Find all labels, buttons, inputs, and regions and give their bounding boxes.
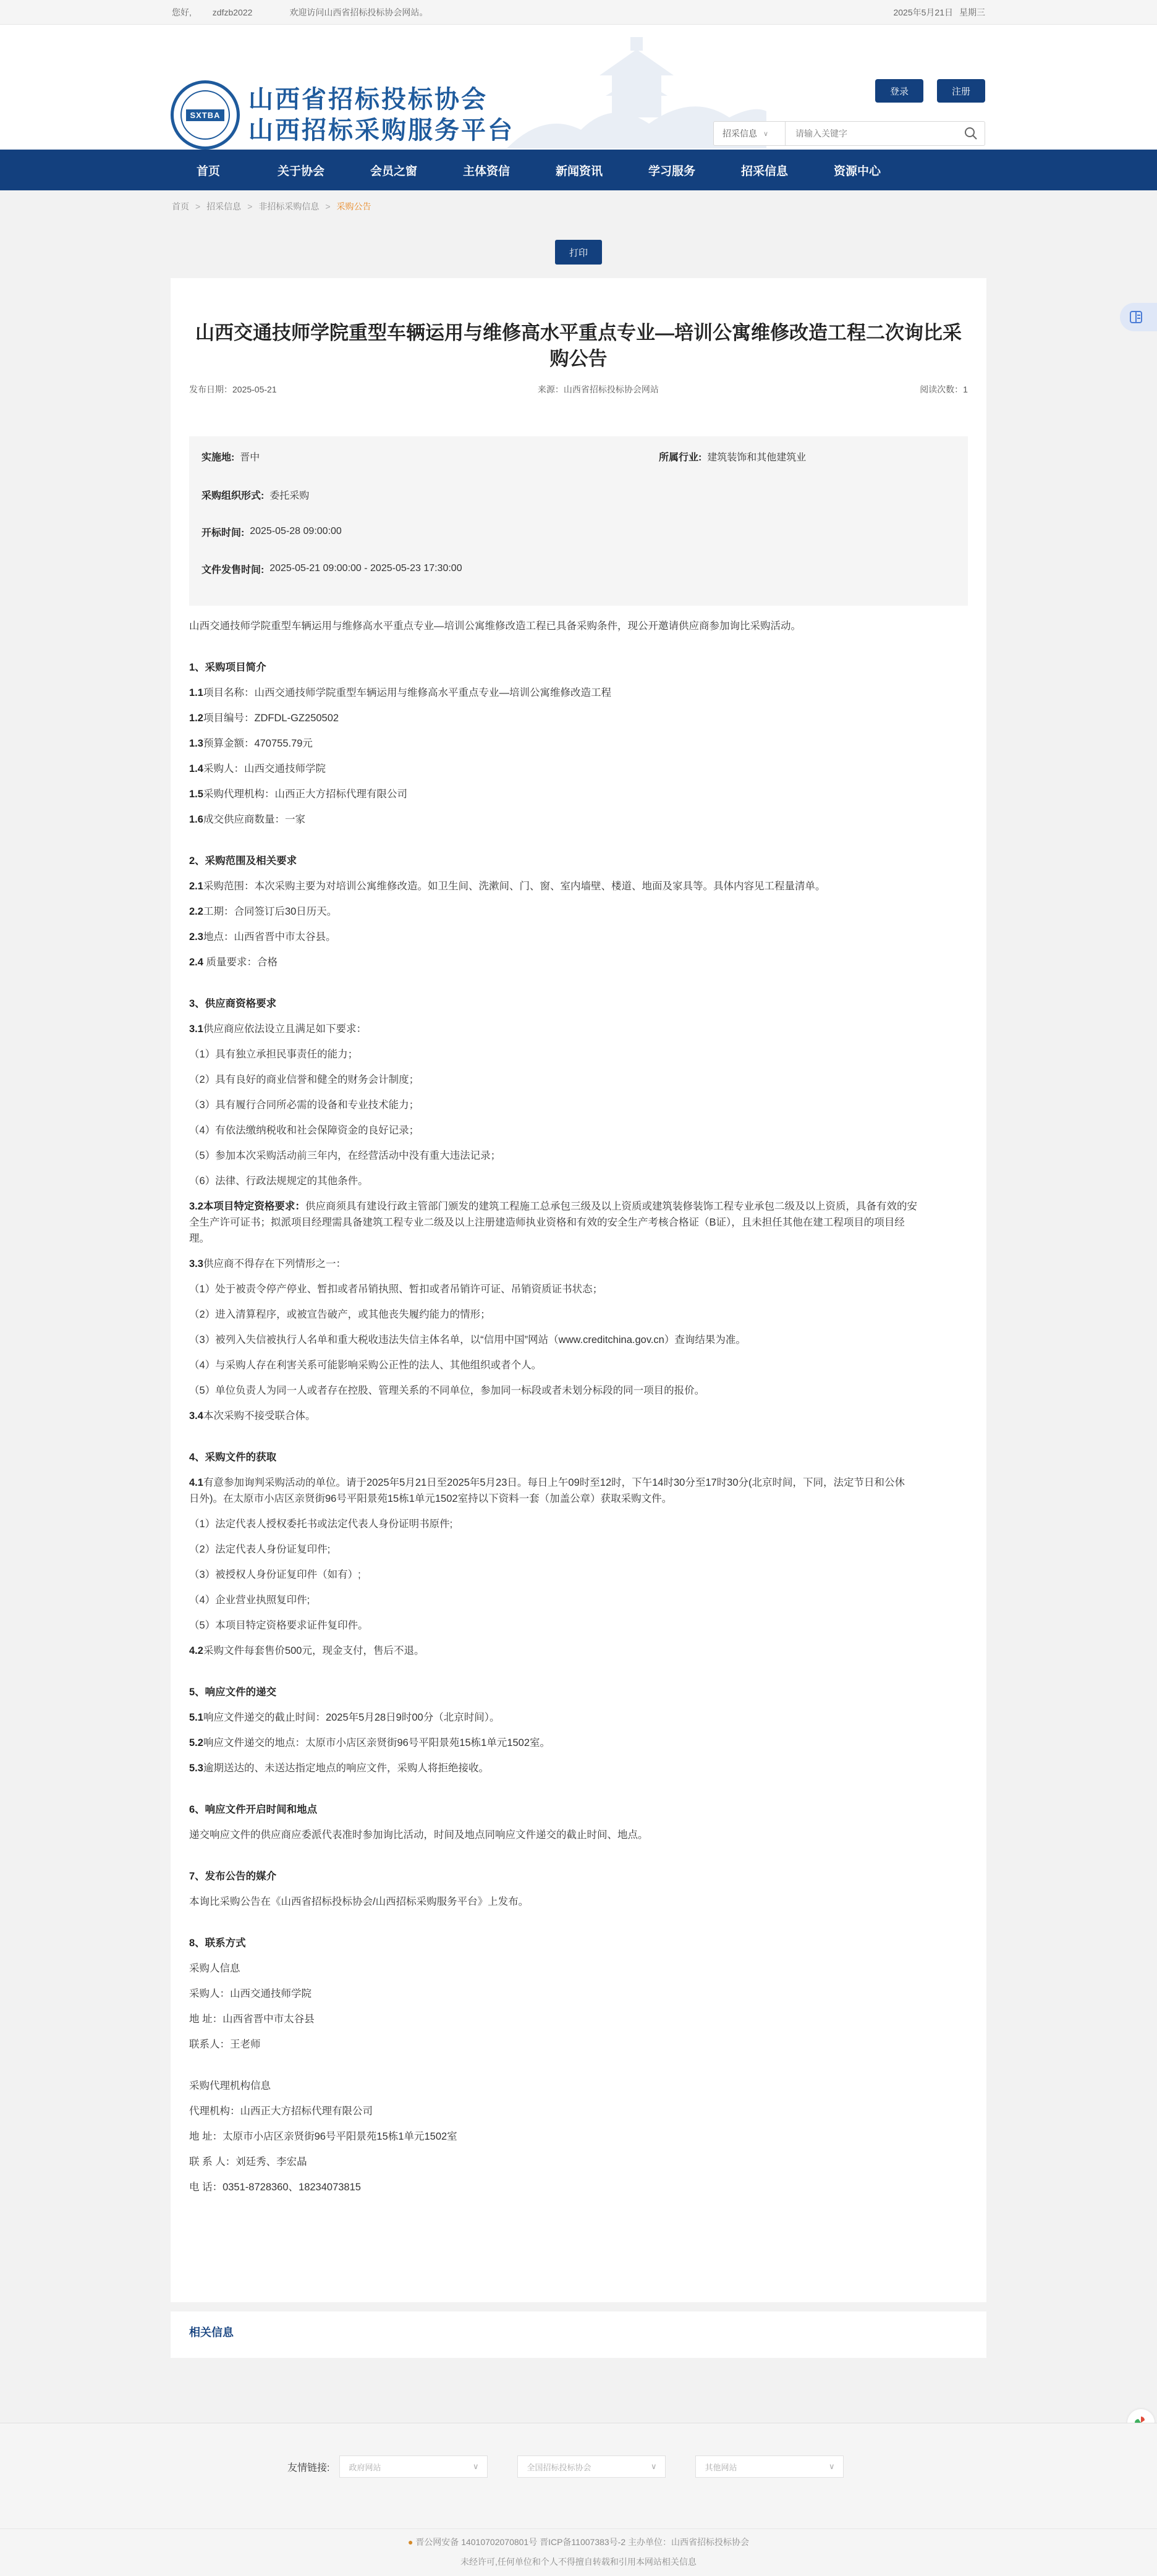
list-item: （2）法定代表人身份证复印件; bbox=[189, 1544, 331, 1555]
contact-line: 采购人：山西交通技师学院 bbox=[189, 1988, 312, 1999]
breadcrumb-non-tender[interactable]: 非招标采购信息 bbox=[258, 201, 320, 211]
footer-divider bbox=[0, 2528, 1157, 2529]
nav-credit[interactable]: 主体资信 bbox=[462, 164, 510, 178]
list-item: （6）法律、行政法规规定的其他条件。 bbox=[189, 1176, 368, 1187]
breadcrumb-procurement[interactable]: 招采信息 bbox=[206, 201, 242, 211]
paragraph: 3.4本次采购不接受联合体。 bbox=[189, 1410, 316, 1421]
weekday-text: 星期三 bbox=[959, 7, 985, 17]
article-title: 山西交通技师学院重型车辆运用与维修高水平重点专业—培训公寓维修改造工程二次询比采 购公告 bbox=[195, 322, 962, 370]
chevron-down-icon: ∨ bbox=[828, 2462, 835, 2471]
nav-news[interactable]: 新闻资讯 bbox=[555, 164, 603, 178]
float-toolbar-button[interactable] bbox=[1120, 303, 1157, 331]
paragraph: 5.2响应文件递交的地点：太原市小店区亲贤街96号平阳景苑15栋1单元1502室。 bbox=[189, 1737, 551, 1748]
contact-line: 联 系 人：刘廷秀、李宏晶 bbox=[189, 2156, 307, 2167]
contact-line: 采购代理机构信息 bbox=[189, 2080, 271, 2091]
intro-paragraph: 山西交通技师学院重型车辆运用与维修高水平重点专业—培训公寓维修改造工程已具备采购条件，现公开邀请供应商参加询比采购活动。 bbox=[189, 621, 801, 632]
register-button[interactable]: 注册 bbox=[937, 79, 985, 103]
contact-line: 联系人：王老师 bbox=[189, 2039, 261, 2050]
links-select-gov[interactable]: 政府网站 ∨ bbox=[339, 2455, 488, 2478]
paragraph: 2.3地点：山西省晋中市太谷县。 bbox=[189, 931, 336, 943]
paragraph: 2.4 质量要求：合格 bbox=[189, 957, 278, 968]
contact-line: 代理机构：山西正大方招标代理有限公司 bbox=[189, 2106, 373, 2117]
site-footer bbox=[0, 2423, 1157, 2576]
section-heading: 4、采购文件的获取 bbox=[189, 1452, 277, 1463]
list-item: （1）具有独立承担民事责任的能力； bbox=[189, 1049, 358, 1060]
top-bar-date bbox=[887, 6, 985, 19]
top-bar-left bbox=[172, 6, 446, 19]
contact-line: 电 话：0351-8728360、18234073815 bbox=[189, 2182, 361, 2193]
section-heading: 1、采购项目简介 bbox=[189, 662, 266, 673]
list-item: （1）法定代表人授权委托书或法定代表人身份证明书原件; bbox=[189, 1519, 453, 1530]
document-icon bbox=[1129, 310, 1143, 324]
top-bar bbox=[0, 0, 1157, 25]
search-scope-select[interactable] bbox=[714, 122, 786, 145]
list-item: （5）参加本次采购活动前三年内，在经营活动中没有重大违法记录； bbox=[189, 1150, 501, 1161]
section-heading: 5、响应文件的递交 bbox=[189, 1687, 277, 1698]
related-info bbox=[171, 2311, 986, 2358]
paragraph: 5.3逾期送达的、未送达指定地点的响应文件，采购人将拒绝接收。 bbox=[189, 1763, 489, 1774]
friendly-links bbox=[287, 2455, 873, 2478]
logo-name-1: 山西省招标投标协会 bbox=[248, 86, 488, 113]
paragraph: 1.3预算金额：470755.79元 bbox=[189, 738, 313, 749]
paragraph: 2.2工期：合同签订后30日历天。 bbox=[189, 906, 337, 917]
emblem-text: SXTBA bbox=[186, 109, 224, 121]
paragraph: 1.4采购人：山西交通技师学院 bbox=[189, 763, 326, 774]
paragraph: 1.2项目编号：ZDFDL-GZ250502 bbox=[189, 713, 339, 724]
friendly-links-label: 友情链接: bbox=[287, 2462, 330, 2473]
list-item: （4）与采购人存在利害关系可能影响采购公正性的法人、其他组织或者个人。 bbox=[189, 1360, 542, 1371]
contact-line: 采购人信息 bbox=[189, 1963, 240, 1974]
nav-learning[interactable]: 学习服务 bbox=[648, 164, 695, 178]
paragraph: 4.2采购文件每套售价500元，现金支付，售后不退。 bbox=[189, 1645, 425, 1656]
info-row-location: 实施地: 晋中 所属行业: 建筑装饰和其他建筑业 bbox=[201, 452, 807, 463]
info-row-file-time: 文件发售时间: 2025-05-21 09:00:00 - 2025-05-23 17:30:00 bbox=[201, 563, 462, 575]
association-emblem-icon bbox=[171, 80, 240, 150]
breadcrumb: 首页 > 招采信息 > 非招标采购信息 > 采购公告 bbox=[172, 201, 371, 211]
welcome-text: 欢迎访问山西省招标投标协会网站。 bbox=[289, 7, 428, 17]
paragraph: 3.1供应商应依法设立且满足如下要求： bbox=[189, 1023, 367, 1035]
greeting: 您好, zdfzb2022 bbox=[172, 7, 253, 17]
related-info-title[interactable]: 相关信息 bbox=[189, 2326, 234, 2339]
chevron-down-icon: ∨ bbox=[650, 2462, 657, 2471]
paragraph: 3.3供应商不得存在下列情形之一： bbox=[189, 1258, 346, 1269]
publish-date: 发布日期：2025-05-21 bbox=[189, 384, 277, 394]
police-badge-icon: ● bbox=[407, 2537, 413, 2547]
footer-icp: ● 晋公网安备 14010702070801号 晋ICP备11007383号-2 主办单位：山西省招标投标协会 bbox=[407, 2537, 750, 2547]
list-item: （5）单位负责人为同一人或者存在控股、管理关系的不同单位，参加同一标段或者未划分标段的同一项目的报价。 bbox=[189, 1385, 705, 1396]
search-icon[interactable] bbox=[957, 122, 985, 145]
list-item: （1）处于被责令停产停业、暂扣或者吊销执照、暂扣或者吊销许可证、吊销资质证书状态； bbox=[189, 1284, 603, 1295]
contact-line: 地 址：太原市小店区亲贤街96号平阳景苑15栋1单元1502室 bbox=[189, 2131, 457, 2142]
breadcrumb-current: 采购公告 bbox=[336, 201, 371, 211]
nav-members[interactable]: 会员之窗 bbox=[370, 164, 417, 178]
project-info-box bbox=[189, 436, 968, 606]
paragraph: 2.1采购范围：本次采购主要为对培训公寓维修改造。如卫生间、洗漱间、门、窗、室内墙壁、楼道、地面及家具等。具体内容见工程量清单。 bbox=[189, 881, 826, 892]
list-item: （2）具有良好的商业信誉和健全的财务会计制度； bbox=[189, 1074, 420, 1085]
login-button[interactable]: 登录 bbox=[875, 79, 923, 103]
view-count: 阅读次数：1 bbox=[920, 384, 968, 394]
paragraph: 本询比采购公告在《山西省招标投标协会/山西招标采购服务平台》上发布。 bbox=[189, 1896, 529, 1907]
section-heading: 6、响应文件开启时间和地点 bbox=[189, 1804, 318, 1815]
article-card bbox=[171, 278, 986, 2339]
site-logo[interactable] bbox=[171, 80, 514, 150]
auth-buttons bbox=[862, 79, 985, 103]
article-body bbox=[189, 609, 968, 2195]
links-select-assoc[interactable]: 全国招标投标协会 ∨ bbox=[517, 2455, 666, 2478]
paragraph: 1.1项目名称：山西交通技师学院重型车辆运用与维修高水平重点专业—培训公寓维修改造工程 bbox=[189, 687, 611, 698]
logo-names bbox=[248, 84, 514, 146]
list-item: （3）被授权人身份证复印件（如有）; bbox=[189, 1569, 361, 1580]
list-item: （4）有依法缴纳税收和社会保障资金的良好记录； bbox=[189, 1125, 420, 1136]
list-item: （2）进入清算程序，或被宣告破产，或其他丧失履约能力的情形； bbox=[189, 1309, 491, 1320]
paragraph: 3.2本项目特定资格要求：供应商须具有建设行政主管部门颁发的建筑工程施工总承包三级及以上资质或建筑装修装饰工程专业承包二级及以上资质，具备有效的安 全生产许可证书；拟派项目经理需具备建筑工程专业二级及以上注册建造师执业资格和有效的安全生产考核合格证（B证），且未担任其他在建工程项目的项目经 理。 bbox=[189, 1201, 917, 1244]
nav-about[interactable]: 关于协会 bbox=[277, 164, 324, 178]
username-link[interactable]: zdfzb2022 bbox=[212, 7, 253, 17]
paragraph: 1.6成交供应商数量：一家 bbox=[189, 814, 305, 825]
list-item: （4）企业营业执照复印件; bbox=[189, 1595, 310, 1606]
section-heading: 8、联系方式 bbox=[189, 1938, 246, 1949]
breadcrumb-home[interactable]: 首页 bbox=[172, 201, 189, 211]
main-nav bbox=[0, 150, 1157, 190]
paragraph: 5.1响应文件递交的截止时间：2025年5月28日9时00分（北京时间）。 bbox=[189, 1712, 500, 1723]
chevron-down-icon: ∨ bbox=[763, 130, 769, 138]
links-select-other[interactable]: 其他网站 ∨ bbox=[695, 2455, 844, 2478]
site-header bbox=[0, 25, 1157, 150]
nav-resources[interactable]: 资源中心 bbox=[833, 164, 881, 178]
contact-line: 地 址：山西省晋中市太谷县 bbox=[189, 2014, 315, 2025]
logo-name-2: 山西招标采购服务平台 bbox=[248, 117, 514, 144]
date-text: 2025年5月21日 bbox=[893, 7, 953, 17]
list-item: （3）具有履行合同所必需的设备和专业技术能力； bbox=[189, 1099, 420, 1111]
paragraph: 1.5采购代理机构：山西正大方招标代理有限公司 bbox=[189, 789, 407, 800]
info-row-org: 采购组织形式: 委托采购 bbox=[201, 490, 310, 501]
section-heading: 3、供应商资格要求 bbox=[189, 998, 277, 1009]
search-scope-label: 招采信息 bbox=[723, 129, 757, 138]
paragraph: 4.1有意参加询判采购活动的单位。请于2025年5月21日至2025年5月23日。每日上午09时至12时，下午14时30分至17时30分(北京时间，下同，法定节日和公休 日外)。在太原市小店区亲贤街96号平阳景苑15栋1单元1502室持以下资料一套（加盖公章）获取采购文件。 bbox=[189, 1477, 905, 1504]
print-button[interactable]: 打印 bbox=[555, 240, 602, 265]
info-row-open-time: 开标时间: 2025-05-28 09:00:00 bbox=[201, 526, 342, 538]
section-heading: 7、发布公告的媒介 bbox=[189, 1871, 277, 1882]
nav-procurement[interactable]: 招采信息 bbox=[740, 164, 788, 178]
list-item: （5）本项目特定资格要求证件复印件。 bbox=[189, 1620, 368, 1631]
search-bar bbox=[713, 121, 985, 146]
chevron-down-icon: ∨ bbox=[472, 2462, 479, 2471]
nav-home[interactable]: 首页 bbox=[196, 164, 220, 178]
article-meta bbox=[189, 383, 968, 396]
paragraph: 递交响应文件的供应商应委派代表准时参加询比活动，时间及地点同响应文件递交的截止时间、地点。 bbox=[189, 1829, 648, 1841]
search-input[interactable] bbox=[786, 122, 957, 145]
footer-copyright: 未经许可,任何单位和个人不得擅自转载和引用本网站相关信息 bbox=[460, 2557, 697, 2567]
article-source: 来源：山西省招标投标协会网站 bbox=[537, 384, 659, 394]
section-heading: 2、采购范围及相关要求 bbox=[189, 855, 297, 866]
list-item: （3）被列入失信被执行人名单和重大税收违法失信主体名单，以“信用中国”网站（www.creditchina.gov.cn）查询结果为准。 bbox=[189, 1334, 746, 1345]
